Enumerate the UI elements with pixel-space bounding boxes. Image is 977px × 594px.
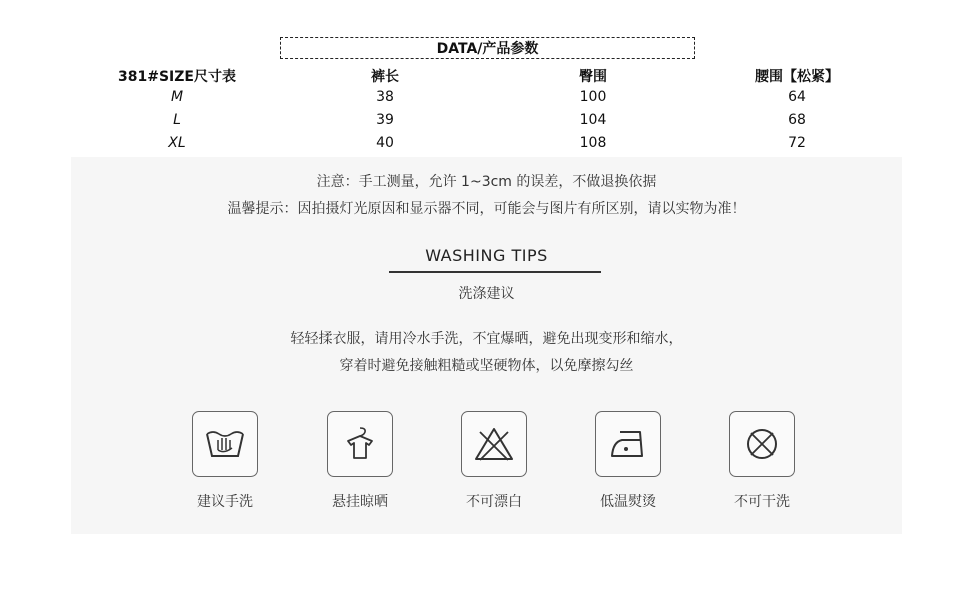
column-header-waist: 腰围【松紧】: [755, 69, 839, 85]
no-dry-clean-label: 不可干洗: [734, 494, 790, 510]
hand-wash-label: 建议手洗: [197, 494, 253, 510]
column-header-size: 381#SIZE尺寸表: [118, 69, 236, 85]
care-panel: [71, 157, 902, 534]
waist-cell: 64: [788, 89, 806, 105]
title-divider: [389, 271, 601, 273]
waist-cell: 72: [788, 135, 806, 151]
waist-cell: 68: [788, 112, 806, 128]
table-row: [0, 133, 977, 156]
hang-dry-label: 悬挂晾晒: [332, 494, 388, 510]
length-cell: 39: [376, 112, 394, 128]
size-cell: L: [173, 112, 181, 128]
hip-cell: 108: [579, 135, 607, 151]
size-cell: XL: [168, 135, 186, 151]
column-header-length: 裤长: [371, 69, 399, 85]
column-header-hip: 臀围: [579, 69, 607, 85]
length-cell: 38: [376, 89, 394, 105]
page-title: DATA/产品参数: [280, 37, 695, 59]
table-row: [0, 110, 977, 133]
low-iron-icon: [595, 411, 661, 477]
hip-cell: 104: [579, 112, 607, 128]
length-cell: 40: [376, 135, 394, 151]
washing-description-1: 轻轻揉衣服，请用冷水手洗，不宜爆晒，避免出现变形和缩水，: [290, 331, 683, 347]
washing-description-2: 穿着时避免接触粗糙或坚硬物体，以免摩擦勾丝: [339, 358, 634, 374]
low-iron-label: 低温熨烫: [600, 494, 656, 510]
no-bleach-icon: [461, 411, 527, 477]
size-cell: M: [170, 89, 184, 105]
washing-tips-subtitle: 洗涤建议: [458, 286, 515, 302]
no-dry-clean-icon: [729, 411, 795, 477]
washing-tips-title: WASHING TIPS: [425, 246, 548, 265]
display-note: 温馨提示：因拍摄灯光原因和显示器不同，可能会与图片有所区别，请以实物为准！: [227, 201, 746, 217]
size-table: [0, 64, 977, 156]
table-header-row: [0, 64, 977, 87]
hang-dry-icon: [327, 411, 393, 477]
measurement-note: 注意：手工测量，允许 1~3cm 的误差，不做退换依据: [316, 174, 657, 190]
hand-wash-icon: [192, 411, 258, 477]
no-bleach-label: 不可漂白: [466, 494, 522, 510]
hip-cell: 100: [579, 89, 607, 105]
table-row: [0, 87, 977, 110]
